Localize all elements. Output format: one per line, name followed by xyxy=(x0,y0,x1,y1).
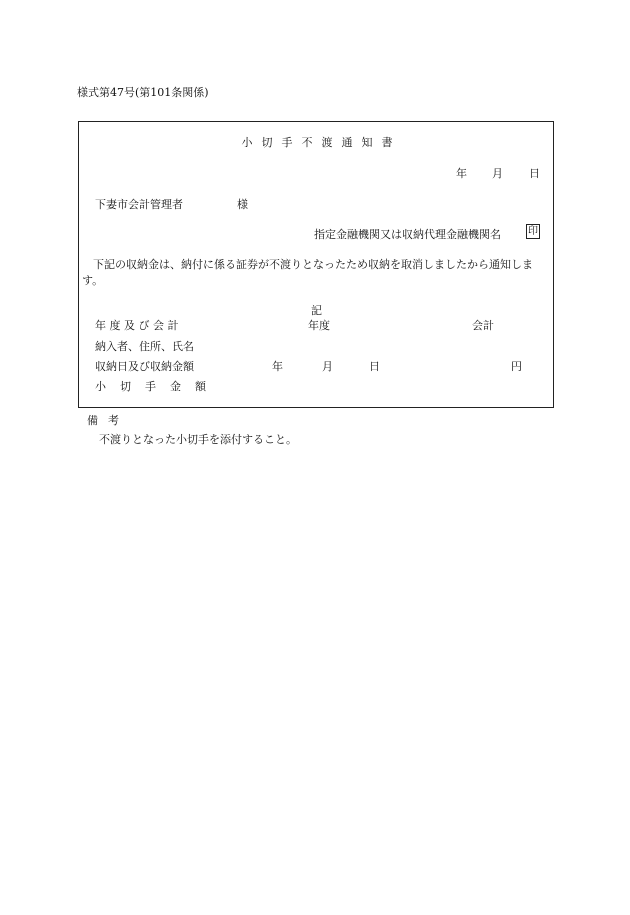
ki-heading: 記 xyxy=(311,304,322,317)
remarks-body: 不渡りとなった小切手を添付すること。 xyxy=(99,433,297,446)
recipient-name: 下妻市会計管理者 xyxy=(95,198,183,211)
date-day-label: 日 xyxy=(529,167,540,180)
check-amount-label: 小切手金額 xyxy=(95,380,220,393)
fiscal-year-account-label: 年度及び会計 xyxy=(95,319,182,332)
notice-body-text: 下記の収納金は、納付に係る証券が不渡りとなったため収納を取消しましたから通知します。 xyxy=(82,258,533,287)
row-payer xyxy=(79,338,555,356)
receipt-date-amount-label: 収納日及び収納金額 xyxy=(95,360,194,373)
payer-label: 納入者、住所、氏名 xyxy=(95,340,194,353)
form-number: 様式第47号(第101条関係) xyxy=(77,86,209,99)
date-year-label: 年 xyxy=(456,167,467,180)
account-unit: 会計 xyxy=(472,319,494,332)
sender-institution-name: 指定金融機関又は収納代理金融機関名 xyxy=(314,228,501,241)
document-title: 小切手不渡通知書 xyxy=(241,136,402,149)
row-fiscal-year-account xyxy=(79,317,555,335)
row-check-amount xyxy=(79,378,555,396)
notice-form xyxy=(78,121,554,408)
recipient-honorific: 様 xyxy=(237,198,248,211)
receipt-year-unit: 年 xyxy=(272,360,283,373)
receipt-day-unit: 日 xyxy=(369,360,380,373)
fiscal-year-unit: 年度 xyxy=(308,319,330,332)
receipt-month-unit: 月 xyxy=(322,360,333,373)
row-receipt-date-amount xyxy=(79,358,555,376)
date-month-label: 月 xyxy=(492,167,503,180)
receipt-yen-unit: 円 xyxy=(511,360,522,373)
seal-mark: 印 xyxy=(526,224,540,239)
remarks-heading: 備考 xyxy=(87,414,129,427)
